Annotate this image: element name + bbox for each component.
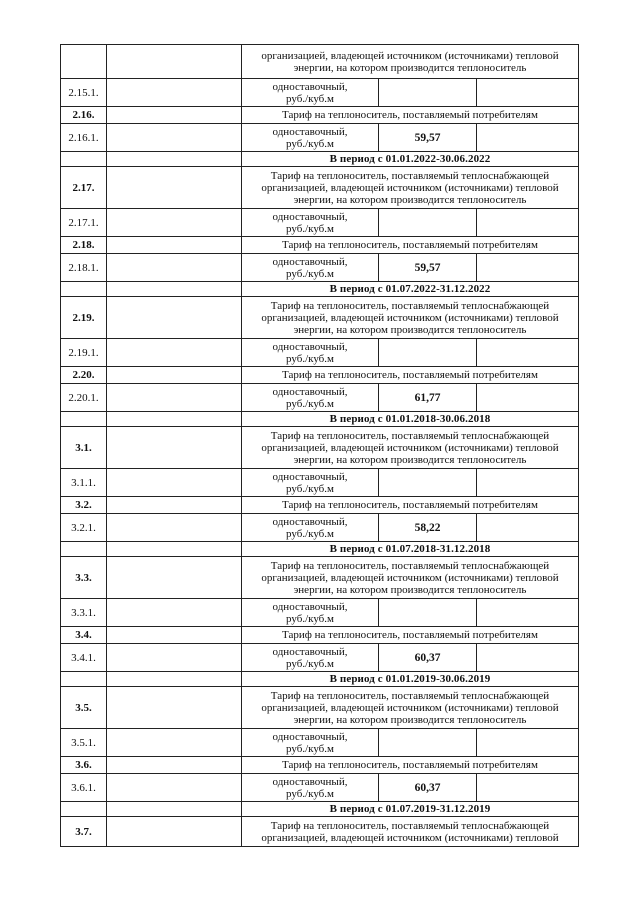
description-line: организацией, владеющей источником (источниками) тепловой: [261, 181, 559, 194]
tariff-description: [242, 45, 579, 79]
empty-cell: [107, 45, 242, 79]
description-line: Тариф на теплоноситель, поставляемый теплоснабжающей: [270, 819, 550, 832]
description-line: Тариф на теплоноситель, поставляемый теплоснабжающей: [270, 689, 550, 702]
description-line: Тариф на теплоноситель, поставляемый потребителям: [282, 759, 538, 771]
table-row: [61, 644, 579, 672]
description-line: энергии, на котором производится теплоноситель: [293, 583, 527, 596]
table-row: [61, 627, 579, 644]
row-number: 3.6.1.: [61, 774, 107, 802]
empty-value-cell: [477, 514, 579, 542]
rate-label-line: одноставочный,: [272, 470, 348, 483]
description-line: организацией, владеющей источником (источниками) тепловой: [261, 701, 559, 714]
table-row: [61, 817, 579, 847]
description-line: организацией, владеющей источником (источниками) тепловой: [261, 49, 559, 62]
empty-value-cell: [477, 774, 579, 802]
tariff-value: [379, 729, 477, 757]
row-number: 2.18.1.: [61, 254, 107, 282]
row-number: [61, 282, 107, 297]
table-row: [61, 339, 579, 367]
description-line: Тариф на теплоноситель, поставляемый потребителям: [282, 109, 538, 121]
empty-value-cell: [477, 339, 579, 367]
tariff-table-body: [61, 45, 579, 847]
rate-label-line: одноставочный,: [272, 125, 348, 138]
rate-label-line: руб./куб.м: [286, 657, 334, 670]
rate-label: [242, 644, 379, 672]
row-number: 2.16.1.: [61, 124, 107, 152]
description-line: организацией, владеющей источником (источниками) тепловой: [261, 441, 559, 454]
rate-label-line: руб./куб.м: [286, 92, 334, 105]
row-number: 3.5.1.: [61, 729, 107, 757]
table-row: [61, 45, 579, 79]
table-row: [61, 152, 579, 167]
period-header: В период с 01.01.2018-30.06.2018: [242, 412, 579, 427]
tariff-description: [242, 237, 579, 254]
tariff-value: 58,22: [379, 514, 477, 542]
row-number: 2.19.: [61, 297, 107, 339]
table-row: [61, 774, 579, 802]
tariff-value: [379, 79, 477, 107]
row-number: 3.1.: [61, 427, 107, 469]
row-number: [61, 45, 107, 79]
description-line: Тариф на теплоноситель, поставляемый теплоснабжающей: [270, 559, 550, 572]
tariff-value: 60,37: [379, 774, 477, 802]
empty-cell: [107, 469, 242, 497]
rate-label: [242, 774, 379, 802]
row-number: 3.6.: [61, 757, 107, 774]
description-line: энергии, на котором производится теплоноситель: [293, 713, 527, 726]
row-number: 2.17.1.: [61, 209, 107, 237]
rate-label-line: одноставочный,: [272, 255, 348, 268]
table-row: [61, 687, 579, 729]
row-number: [61, 802, 107, 817]
description-line: энергии, на котором производится теплоноситель: [293, 453, 527, 466]
row-number: 2.19.1.: [61, 339, 107, 367]
empty-value-cell: [477, 254, 579, 282]
table-row: [61, 542, 579, 557]
table-row: [61, 254, 579, 282]
empty-value-cell: [477, 469, 579, 497]
empty-cell: [107, 687, 242, 729]
empty-value-cell: [477, 384, 579, 412]
empty-cell: [107, 599, 242, 627]
table-row: [61, 599, 579, 627]
rate-label-line: руб./куб.м: [286, 527, 334, 540]
row-number: 2.16.: [61, 107, 107, 124]
empty-cell: [107, 644, 242, 672]
empty-cell: [107, 497, 242, 514]
tariff-value: 59,57: [379, 124, 477, 152]
rate-label-line: одноставочный,: [272, 385, 348, 398]
row-number: 2.20.1.: [61, 384, 107, 412]
row-number: 3.7.: [61, 817, 107, 847]
rate-label-line: руб./куб.м: [286, 612, 334, 625]
period-header: В период с 01.07.2022-31.12.2022: [242, 282, 579, 297]
empty-cell: [107, 557, 242, 599]
rate-label: [242, 339, 379, 367]
row-number: 3.3.: [61, 557, 107, 599]
empty-cell: [107, 167, 242, 209]
rate-label-line: одноставочный,: [272, 515, 348, 528]
table-row: [61, 802, 579, 817]
tariff-value: [379, 339, 477, 367]
empty-value-cell: [477, 599, 579, 627]
rate-label: [242, 469, 379, 497]
rate-label-line: руб./куб.м: [286, 482, 334, 495]
row-number: 3.5.: [61, 687, 107, 729]
rate-label-line: одноставочный,: [272, 210, 348, 223]
row-number: [61, 542, 107, 557]
rate-label: [242, 384, 379, 412]
table-row: [61, 514, 579, 542]
tariff-value: [379, 209, 477, 237]
rate-label-line: одноставочный,: [272, 775, 348, 788]
table-row: [61, 297, 579, 339]
empty-cell: [107, 729, 242, 757]
tariff-description: [242, 687, 579, 729]
description-line: Тариф на теплоноситель, поставляемый потребителям: [282, 239, 538, 251]
rate-label-line: одноставочный,: [272, 600, 348, 613]
table-row: [61, 107, 579, 124]
empty-cell: [107, 237, 242, 254]
period-header: В период с 01.07.2018-31.12.2018: [242, 542, 579, 557]
description-line: организацией, владеющей источником (источниками) тепловой: [261, 831, 559, 844]
row-number: 2.17.: [61, 167, 107, 209]
empty-cell: [107, 802, 242, 817]
description-line: Тариф на теплоноситель, поставляемый потребителям: [282, 369, 538, 381]
table-row: [61, 427, 579, 469]
empty-cell: [107, 514, 242, 542]
empty-cell: [107, 209, 242, 237]
empty-cell: [107, 672, 242, 687]
tariff-table: [60, 44, 579, 847]
row-number: 3.1.1.: [61, 469, 107, 497]
description-line: организацией, владеющей источником (источниками) тепловой: [261, 311, 559, 324]
rate-label: [242, 209, 379, 237]
tariff-value: [379, 599, 477, 627]
tariff-description: [242, 557, 579, 599]
empty-cell: [107, 254, 242, 282]
tariff-value: 59,57: [379, 254, 477, 282]
empty-cell: [107, 367, 242, 384]
empty-cell: [107, 282, 242, 297]
table-row: [61, 167, 579, 209]
rate-label-line: руб./куб.м: [286, 267, 334, 280]
empty-cell: [107, 384, 242, 412]
row-number: 3.3.1.: [61, 599, 107, 627]
empty-cell: [107, 339, 242, 367]
row-number: 2.15.1.: [61, 79, 107, 107]
period-header: В период с 01.01.2022-30.06.2022: [242, 152, 579, 167]
tariff-description: [242, 367, 579, 384]
description-line: Тариф на теплоноситель, поставляемый потребителям: [282, 629, 538, 641]
row-number: 2.18.: [61, 237, 107, 254]
period-header: В период с 01.01.2019-30.06.2019: [242, 672, 579, 687]
empty-value-cell: [477, 124, 579, 152]
tariff-description: [242, 427, 579, 469]
row-number: [61, 672, 107, 687]
period-header: В период с 01.07.2019-31.12.2019: [242, 802, 579, 817]
tariff-value: [379, 469, 477, 497]
tariff-value: 60,37: [379, 644, 477, 672]
description-line: энергии, на котором производится теплоноситель: [293, 323, 527, 336]
rate-label-line: руб./куб.м: [286, 222, 334, 235]
empty-cell: [107, 542, 242, 557]
empty-value-cell: [477, 644, 579, 672]
rate-label-line: одноставочный,: [272, 730, 348, 743]
empty-cell: [107, 627, 242, 644]
rate-label: [242, 124, 379, 152]
empty-cell: [107, 124, 242, 152]
table-row: [61, 729, 579, 757]
rate-label-line: руб./куб.м: [286, 742, 334, 755]
tariff-description: [242, 497, 579, 514]
table-row: [61, 757, 579, 774]
empty-value-cell: [477, 209, 579, 237]
rate-label-line: одноставочный,: [272, 340, 348, 353]
table-row: [61, 497, 579, 514]
description-line: организацией, владеющей источником (источниками) тепловой: [261, 571, 559, 584]
table-row: [61, 557, 579, 599]
empty-cell: [107, 412, 242, 427]
empty-cell: [107, 774, 242, 802]
description-line: энергии, на котором производится теплоноситель: [293, 193, 527, 206]
row-number: 3.4.: [61, 627, 107, 644]
rate-label: [242, 729, 379, 757]
description-line: Тариф на теплоноситель, поставляемый теплоснабжающей: [270, 429, 550, 442]
rate-label: [242, 514, 379, 542]
row-number: [61, 152, 107, 167]
rate-label: [242, 599, 379, 627]
tariff-description: [242, 817, 579, 847]
table-row: [61, 412, 579, 427]
empty-cell: [107, 817, 242, 847]
table-row: [61, 124, 579, 152]
empty-value-cell: [477, 79, 579, 107]
rate-label-line: одноставочный,: [272, 645, 348, 658]
table-row: [61, 79, 579, 107]
description-line: Тариф на теплоноситель, поставляемый потребителям: [282, 499, 538, 511]
row-number: 2.20.: [61, 367, 107, 384]
tariff-value: 61,77: [379, 384, 477, 412]
rate-label-line: руб./куб.м: [286, 137, 334, 150]
tariff-description: [242, 167, 579, 209]
table-row: [61, 367, 579, 384]
empty-value-cell: [477, 729, 579, 757]
empty-cell: [107, 757, 242, 774]
row-number: [61, 412, 107, 427]
tariff-description: [242, 757, 579, 774]
table-row: [61, 384, 579, 412]
description-line: энергии, на котором производится теплоноситель: [293, 61, 527, 74]
tariff-description: [242, 627, 579, 644]
table-row: [61, 237, 579, 254]
tariff-description: [242, 297, 579, 339]
rate-label: [242, 254, 379, 282]
table-row: [61, 209, 579, 237]
empty-cell: [107, 152, 242, 167]
tariff-description: [242, 107, 579, 124]
description-line: Тариф на теплоноситель, поставляемый теплоснабжающей: [270, 299, 550, 312]
empty-cell: [107, 107, 242, 124]
rate-label-line: руб./куб.м: [286, 397, 334, 410]
row-number: 3.4.1.: [61, 644, 107, 672]
table-row: [61, 672, 579, 687]
row-number: 3.2.: [61, 497, 107, 514]
table-row: [61, 469, 579, 497]
rate-label-line: руб./куб.м: [286, 787, 334, 800]
empty-cell: [107, 79, 242, 107]
row-number: 3.2.1.: [61, 514, 107, 542]
empty-cell: [107, 297, 242, 339]
rate-label: [242, 79, 379, 107]
description-line: Тариф на теплоноситель, поставляемый теплоснабжающей: [270, 169, 550, 182]
table-row: [61, 282, 579, 297]
rate-label-line: одноставочный,: [272, 80, 348, 93]
empty-cell: [107, 427, 242, 469]
rate-label-line: руб./куб.м: [286, 352, 334, 365]
